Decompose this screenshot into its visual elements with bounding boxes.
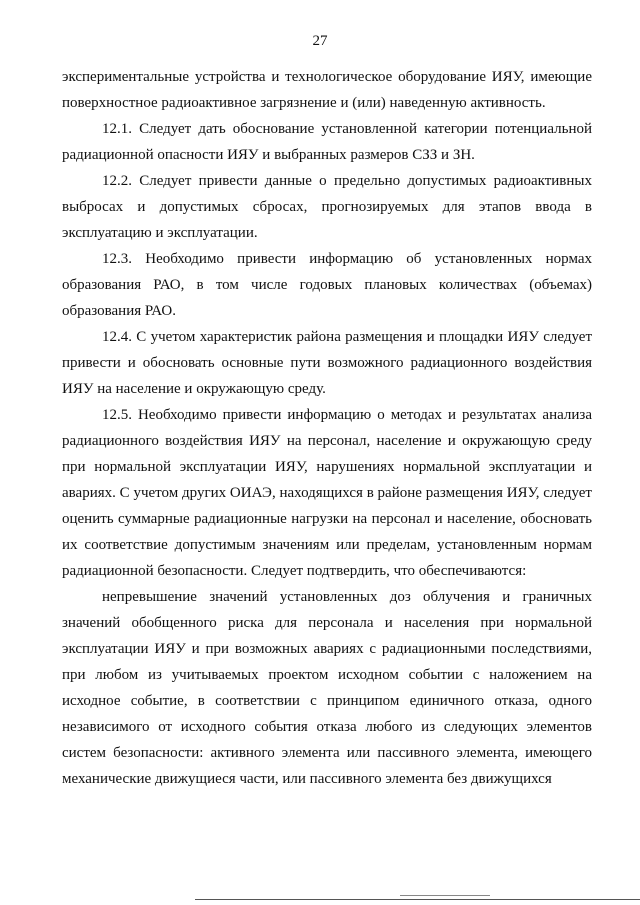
paragraph-continuation: экспериментальные устройства и технологическое оборудование ИЯУ, имеющие поверхностное радиоактивное загрязнение и (или) наведенную активность. [62,69,592,111]
paragraph-12-5: 12.5. Необходимо привести информацию о методах и результатах анализа радиационного воздействия ИЯУ на персонал, население и окружающую среду при нормальной эксплуатации ИЯУ, нарушениях нормальной эксплуатации и авариях. С учетом других ОИАЭ, находящихся в районе размещения ИЯУ, следует оценить суммарные радиационные нагрузки на персонал и население, обосновать их соответствие допустимым значениям или пределам, установленным нормам радиационной безопасности. Следует подтвердить, что обеспечиваются: [62,407,592,579]
paragraph-12-1: 12.1. Следует дать обоснование установленной категории потенциальной радиационной опасности ИЯУ и выбранных размеров СЗЗ и ЗН. [62,121,592,163]
page-number: 27 [312,33,328,49]
scan-edge-mark [400,895,490,896]
scan-bottom-edge [195,899,640,900]
paragraph-12-4: 12.4. С учетом характеристик района размещения и площадки ИЯУ следует привести и обосновать основные пути возможного радиационного воздействия ИЯУ на население и окружающую среду. [62,329,592,397]
paragraph-list-item: непревышение значений установленных доз облучения и граничных значений обобщенного риска для персонала и населения при нормальной эксплуатации ИЯУ и при возможных авариях с радиационными последствиями, при любом из учитываемых проектом исходном событии с наложением на исходное событие, в соответствии с принципом единичного отказа, одного независимого от исходного события отказа любого из следующих элементов систем безопасности: активного элемента или пассивного элемента, имеющего механические движущиеся части, или пассивного элемента без движущихся [62,589,592,787]
paragraph-12-2: 12.2. Следует привести данные о предельно допустимых радиоактивных выбросах и допустимых сбросах, прогнозируемых для этапов ввода в эксплуатацию и эксплуатации. [62,173,592,241]
document-body [62,64,592,792]
paragraph-12-3: 12.3. Необходимо привести информацию об установленных нормах образования РАО, в том числе годовых плановых количествах (объемах) образования РАО. [62,251,592,319]
